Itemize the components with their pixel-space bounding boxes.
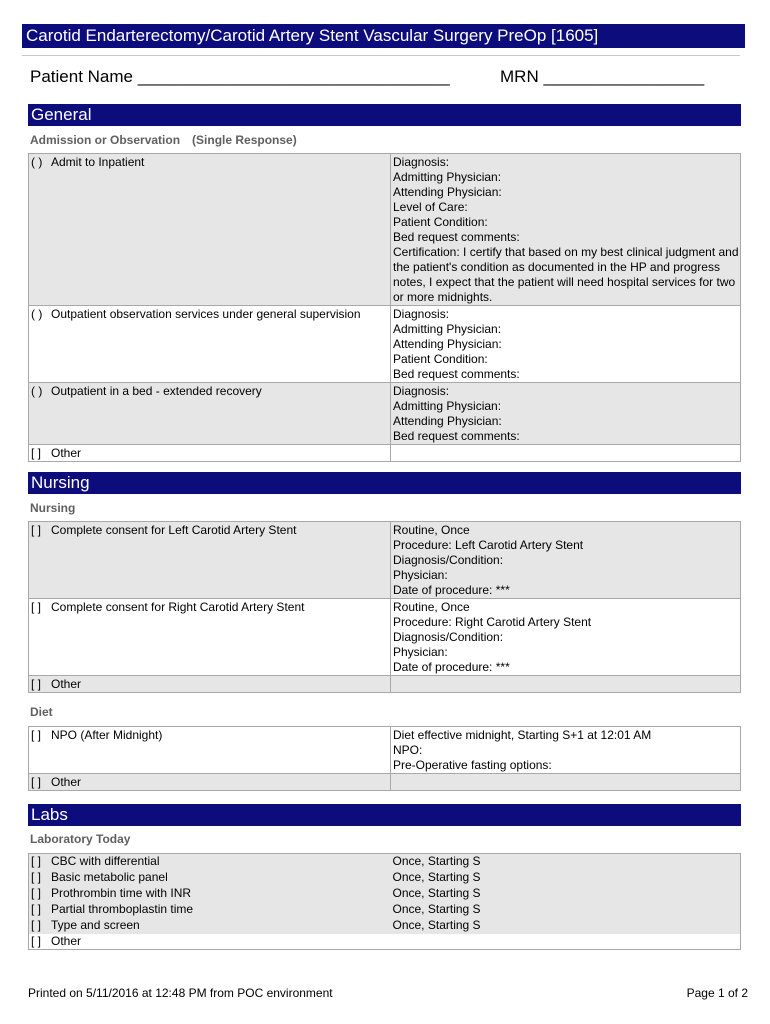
detail-line: Attending Physician: xyxy=(393,414,502,428)
order-label: Outpatient observation services under general supervision xyxy=(51,307,361,321)
checkbox[interactable]: [ ] xyxy=(31,869,42,884)
order-details xyxy=(391,154,741,306)
radio-button[interactable]: ( ) xyxy=(31,155,43,169)
detail-line: Patient Condition: xyxy=(393,215,488,229)
detail-line: Procedure: Left Carotid Artery Stent xyxy=(393,538,584,552)
detail-line: Certification: I certify that based on my best clinical judgment and the patient's condition as documented in the HP and progress notes, I expect that the patient will need hospital services for two or more midnights. xyxy=(393,245,739,304)
order-details xyxy=(391,383,741,445)
detail-line: Patient Condition: xyxy=(393,352,488,366)
checkbox[interactable]: [ ] xyxy=(31,677,42,691)
detail-line: Diagnosis/Condition: xyxy=(393,630,504,644)
section-header-general: General xyxy=(28,104,741,126)
checkbox[interactable]: [ ] xyxy=(31,917,42,932)
detail-line: Diagnosis/Condition: xyxy=(393,553,504,567)
nursing-table xyxy=(28,521,741,693)
diet-table xyxy=(28,726,741,791)
section-header-labs: Labs xyxy=(28,804,741,826)
table-row xyxy=(29,854,741,870)
detail-line: Pre-Operative fasting options: xyxy=(393,758,552,772)
detail-line: Bed request comments: xyxy=(393,429,520,443)
detail-line: Date of procedure: *** xyxy=(393,660,510,674)
checkbox[interactable]: [ ] xyxy=(31,523,42,537)
checkbox[interactable]: [ ] xyxy=(31,728,42,742)
patient-name-field: Patient Name _________________________________ xyxy=(30,67,450,86)
patient-info-line xyxy=(22,64,740,90)
table-row xyxy=(29,154,741,306)
checkbox[interactable]: [ ] xyxy=(31,854,42,868)
table-row xyxy=(29,383,741,445)
page-number: Page 1 of 2 xyxy=(686,986,748,1000)
mrn-field: MRN _________________ xyxy=(500,67,705,86)
subheading-laboratory: Laboratory Today xyxy=(30,832,131,846)
detail-line: NPO: xyxy=(393,743,423,757)
order-details xyxy=(391,774,741,791)
table-row xyxy=(29,306,741,383)
order-details: Once, Starting S xyxy=(391,902,741,918)
checkbox[interactable]: [ ] xyxy=(31,901,42,916)
checkbox[interactable]: [ ] xyxy=(31,933,42,948)
checkbox[interactable]: [ ] xyxy=(31,600,42,614)
table-row xyxy=(29,445,741,462)
subheading-admission-title: Admission or Observation xyxy=(30,133,181,147)
print-timestamp: Printed on 5/11/2016 at 12:48 PM from POC environment xyxy=(28,986,333,1000)
table-row xyxy=(29,934,741,950)
detail-line: Physician: xyxy=(393,568,448,582)
detail-line: Bed request comments: xyxy=(393,230,520,244)
order-label: Other xyxy=(51,446,82,460)
detail-line: Physician: xyxy=(393,645,448,659)
order-label: Other xyxy=(51,775,82,789)
radio-button[interactable]: ( ) xyxy=(31,384,43,398)
order-details xyxy=(391,445,741,462)
table-row xyxy=(29,918,741,934)
detail-line: Attending Physician: xyxy=(393,185,502,199)
order-details xyxy=(391,676,741,693)
detail-line: Routine, Once xyxy=(393,600,470,614)
table-row xyxy=(29,886,741,902)
table-row xyxy=(29,727,741,774)
order-details xyxy=(391,306,741,383)
order-details xyxy=(391,727,741,774)
order-label: Partial thromboplastin time xyxy=(51,901,194,916)
table-row xyxy=(29,774,741,791)
subheading-diet: Diet xyxy=(30,705,53,719)
checkbox[interactable]: [ ] xyxy=(31,446,42,460)
detail-line: Date of procedure: *** xyxy=(393,583,510,597)
detail-line: Routine, Once xyxy=(393,523,470,537)
document-title: Carotid Endarterectomy/Carotid Artery Stent Vascular Surgery PreOp [1605] xyxy=(22,24,745,48)
detail-line: Diet effective midnight, Starting S+1 at 12:01 AM xyxy=(393,728,652,742)
section-header-nursing: Nursing xyxy=(28,472,741,494)
order-details: Once, Starting S xyxy=(391,870,741,886)
checkbox[interactable]: [ ] xyxy=(31,775,42,789)
detail-line: Admitting Physician: xyxy=(393,170,502,184)
subheading-nursing: Nursing xyxy=(30,501,76,515)
order-label: NPO (After Midnight) xyxy=(51,728,163,742)
detail-line: Procedure: Right Carotid Artery Stent xyxy=(393,615,592,629)
checkbox[interactable]: [ ] xyxy=(31,885,42,900)
order-label: CBC with differential xyxy=(51,854,160,868)
table-row xyxy=(29,902,741,918)
order-label: Complete consent for Right Carotid Artery Stent xyxy=(51,600,305,614)
radio-button[interactable]: ( ) xyxy=(31,307,43,321)
detail-line: Attending Physician: xyxy=(393,337,502,351)
order-label: Prothrombin time with INR xyxy=(51,885,192,900)
detail-line: Bed request comments: xyxy=(393,367,520,381)
detail-line: Diagnosis: xyxy=(393,307,450,321)
response-type: (Single Response) xyxy=(192,133,297,147)
table-row xyxy=(29,522,741,599)
table-row xyxy=(29,870,741,886)
order-details: Once, Starting S xyxy=(391,854,741,870)
order-label: Admit to Inpatient xyxy=(51,155,145,169)
labs-table xyxy=(28,853,741,950)
title-divider xyxy=(22,55,740,56)
order-details: Once, Starting S xyxy=(391,886,741,902)
order-details xyxy=(391,522,741,599)
detail-line: Admitting Physician: xyxy=(393,322,502,336)
order-label: Type and screen xyxy=(51,917,140,932)
detail-line: Level of Care: xyxy=(393,200,468,214)
admission-table xyxy=(28,153,741,462)
detail-line: Admitting Physician: xyxy=(393,399,502,413)
detail-line: Diagnosis: xyxy=(393,384,450,398)
table-row xyxy=(29,599,741,676)
order-details xyxy=(391,934,741,950)
order-label: Basic metabolic panel xyxy=(51,869,168,884)
subheading-admission xyxy=(30,133,297,147)
order-details xyxy=(391,599,741,676)
table-row xyxy=(29,676,741,693)
detail-line: Diagnosis: xyxy=(393,155,450,169)
order-label: Other xyxy=(51,933,82,948)
order-details: Once, Starting S xyxy=(391,918,741,934)
order-label: Other xyxy=(51,677,82,691)
order-label: Complete consent for Left Carotid Artery Stent xyxy=(51,523,297,537)
order-label: Outpatient in a bed - extended recovery xyxy=(51,384,262,398)
